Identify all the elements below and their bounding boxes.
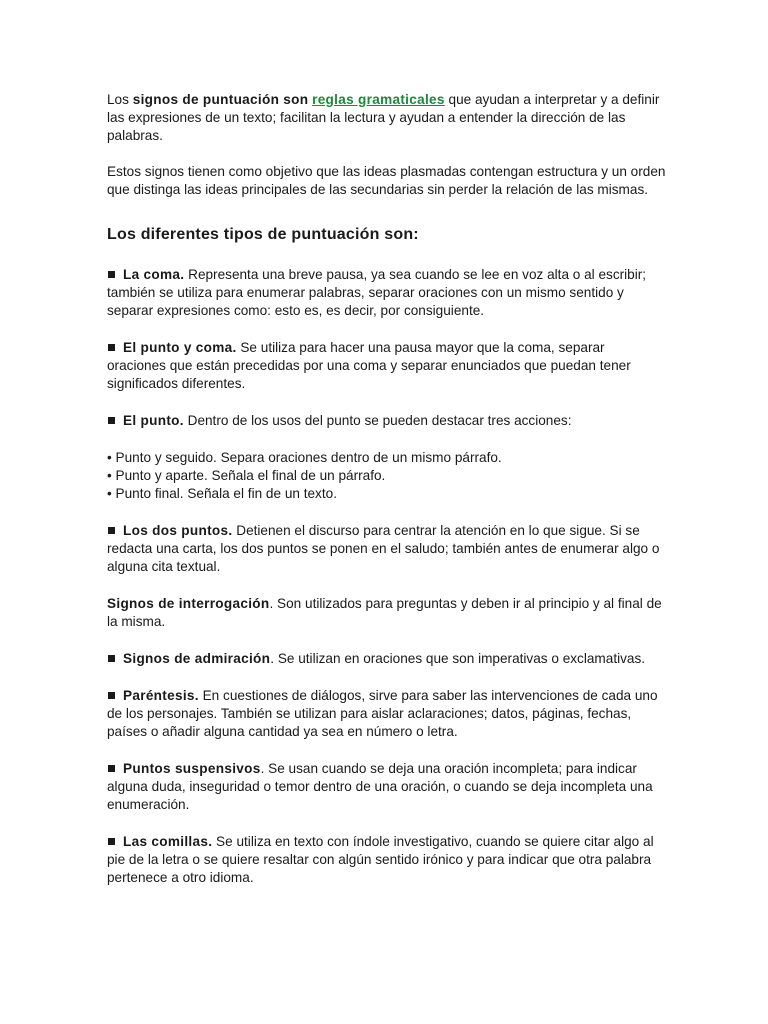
item-title: El punto. xyxy=(123,413,184,428)
list-item: • Punto y seguido. Separa oraciones dentro de un mismo párrafo. xyxy=(107,450,502,465)
item-text: En cuestiones de diálogos, sirve para saber las intervenciones de cada uno de los personajes. También se utilizan para aislar aclaraciones; datos, páginas, fechas, países o añadir alguna cantidad ya sea en número o letra. xyxy=(107,688,658,739)
square-bullet-icon xyxy=(108,692,115,699)
item-punto-y-coma xyxy=(107,339,667,393)
list-item: • Punto y aparte. Señala el final de un párrafo. xyxy=(107,468,386,483)
item-title: Las comillas. xyxy=(123,834,213,849)
item-interrogacion xyxy=(107,595,667,631)
item-admiracion xyxy=(107,650,667,668)
intro-rest: que ayudan a interpretar y a definir las expresiones de un texto; facilitan la lectura y ayudan a entender la dirección de las palabras. xyxy=(107,92,660,143)
square-bullet-icon xyxy=(108,271,115,278)
intro-bold: signos de puntuación son xyxy=(132,92,309,107)
square-bullet-icon xyxy=(108,655,115,662)
item-text: Dentro de los usos del punto se pueden destacar tres acciones: xyxy=(183,413,572,428)
section-heading: Los diferentes tipos de puntuación son: xyxy=(107,226,419,243)
item-parentesis xyxy=(107,687,667,741)
item-text: . Se usan cuando se deja una oración incompleta; para indicar alguna duda, inseguridad o temor dentro de una oración, o cuando se deja incompleta una enumeración. xyxy=(107,761,653,812)
reglas-gramaticales-link[interactable]: reglas gramaticales xyxy=(312,92,445,107)
item-text: Se utiliza para hacer una pausa mayor que la coma, separar oraciones que están precedidas por una coma y separar enunciados que puedan tener significados diferentes. xyxy=(107,340,631,391)
intro-prefix: Los xyxy=(107,92,133,107)
square-bullet-icon xyxy=(108,344,115,351)
item-title: El punto y coma. xyxy=(123,340,237,355)
square-bullet-icon xyxy=(108,527,115,534)
intro-paragraph-1 xyxy=(107,91,667,145)
item-title: Paréntesis. xyxy=(123,688,199,703)
item-title: Signos de interrogación xyxy=(107,596,270,611)
item-text: . Se utilizan en oraciones que son imperativas o exclamativas. xyxy=(270,651,646,666)
intro-paragraph-2: Estos signos tienen como objetivo que las ideas plasmadas contengan estructura y un orden que distinga las ideas principales de las secundarias sin perder la relación de las mismas. xyxy=(107,164,666,197)
square-bullet-icon xyxy=(108,838,115,845)
list-item: • Punto final. Señala el fin de un texto. xyxy=(107,486,337,501)
square-bullet-icon xyxy=(108,417,115,424)
item-text: Representa una breve pausa, ya sea cuando se lee en voz alta o al escribir; también se utiliza para enumerar palabras, separar oraciones con un mismo sentido y separar expresiones como: esto es, es decir, por consiguiente. xyxy=(107,267,647,318)
item-text: . Son utilizados para preguntas y deben ir al principio y al final de la misma. xyxy=(107,596,662,629)
item-text: Se utiliza en texto con índole investigativo, cuando se quiere citar algo al pie de la letra o se quiere resaltar con algún sentido irónico y para indicar que otra palabra pertenece a otro idioma. xyxy=(107,834,654,885)
item-title: Los dos puntos. xyxy=(123,523,233,538)
item-title: Signos de admiración xyxy=(123,651,271,666)
item-title: Puntos suspensivos xyxy=(123,761,261,776)
item-coma xyxy=(107,266,667,320)
item-title: La coma. xyxy=(123,267,185,282)
item-puntos-suspensivos xyxy=(107,760,667,814)
square-bullet-icon xyxy=(108,765,115,772)
item-text: Detienen el discurso para centrar la atención en lo que sigue. Si se redacta una carta, los dos puntos se ponen en el saludo; también antes de enumerar algo o alguna cita textual. xyxy=(107,523,660,574)
item-dos-puntos xyxy=(107,522,667,576)
document-body xyxy=(107,91,667,906)
item-punto xyxy=(107,412,667,430)
item-comillas xyxy=(107,833,667,887)
punto-bullet-list xyxy=(107,449,667,503)
